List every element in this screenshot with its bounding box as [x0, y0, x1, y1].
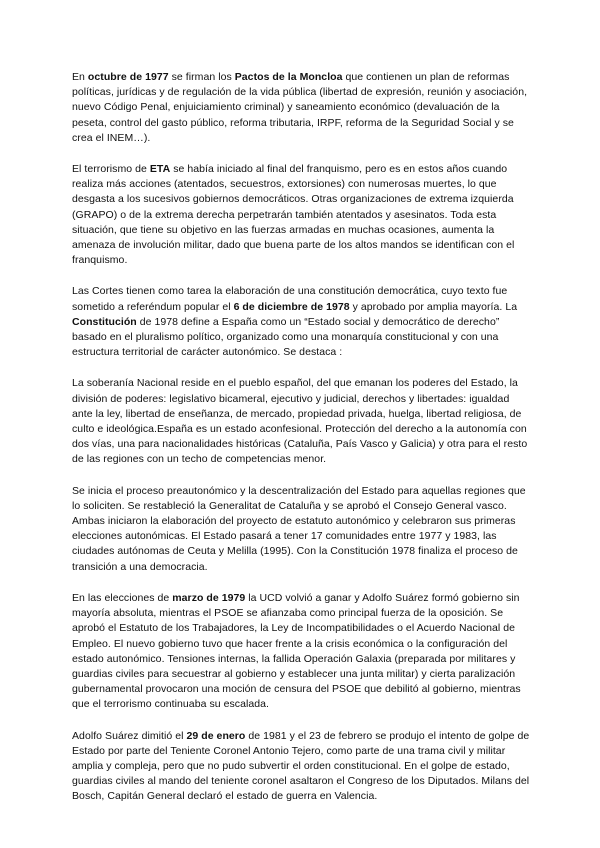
text: La soberanía Nacional reside en el pueblo español, del que emanan los poderes del Estado, la división de poderes: legislativo bicameral, ejecutivo y judicial, derechos y libertades: igualdad ante la ley, libertad de enseñanza, de mercado, propiedad privada, huelga, libertad religiosa, de culto e ideológica.España es un estado aconfesional. Protección del derecho a la autonomía con dos vías, una para nacionalidades históricas (Cataluña, País Vasco y Galicia) y otra para el resto de las regiones con un techo de competencias menor. — [72, 377, 528, 466]
paragraph-constitucion — [72, 284, 530, 360]
text: El terrorismo de — [72, 163, 150, 176]
bold-date: 29 de enero — [186, 729, 246, 742]
bold-term: Pactos de la Moncloa — [234, 71, 343, 83]
text: Se inicia el proceso preautonómico y la descentralización del Estado para aquellas regiones que lo soliciten. Se restableció la Generalitat de Cataluña y se aprobó el Consejo General vasco. Ambas iniciaron la elaboración del proyecto de estatuto autonómico y celebraron sus primeras elecciones autonómicas. El Estado pasará a tener 17 comunidades entre 1977 y 1983, las ciudades autónomas de Ceuta y Melilla (1995). Con la Constitución 1978 finaliza el proceso de transición a una democracia. — [72, 484, 526, 573]
text: En las elecciones de — [72, 591, 173, 604]
bold-date: marzo de 1979 — [172, 591, 246, 604]
text: que contienen un plan de reformas políticas, jurídicas y de regulación de la vida pública (libertad de expresión, reunión y asociación, nuevo Código Penal, enjuiciamiento criminal) y saneamiento económico (devaluación de la peseta, control del gasto público, reforma tributaria, IRPF, reforma de la Seguridad Social y se crea el INEM…). — [72, 71, 528, 144]
paragraph-golpe-estado — [72, 729, 530, 805]
paragraph-autonomias — [72, 484, 530, 575]
bold-term: ETA — [149, 163, 171, 176]
paragraph-soberania — [72, 376, 530, 467]
text: Adolfo Suárez dimitió el — [72, 729, 187, 742]
text: de 1978 define a España como un “Estado social y democrático de derecho” basado en el pluralismo político, organizado como una monarquía constitucional y con una estructura territorial de carácter autonómico. Se destaca : — [72, 315, 500, 359]
document-page — [72, 70, 530, 821]
text: se había iniciado al final del franquismo, pero es en estos años cuando realiza más acciones (atentados, secuestros, extorsiones) con numerosas muertes, lo que desgasta a los sucesivos gobiernos democráticos. Otras organizaciones de extrema izquierda (GRAPO) o de la extrema derecha perpetrarán también atentados y asesinatos. Toda esta situación, que tiene su objetivo en las fuerzas armadas en muchas ocasiones, aumenta la amenaza de involución militar, dado que buena parte de los altos mandos se identifican con el franquismo. — [72, 163, 515, 267]
text: la UCD volvió a ganar y Adolfo Suárez formó gobierno sin mayoría absoluta, mientras el PSOE se afianzaba como principal fuerza de la oposición. Se aprobó el Estatuto de los Trabajadores, la Ley de Incompatibilidades o el Acuerdo Nacional de Empleo. El nuevo gobierno tuvo que hacer frente a la crisis económica o la configuración del estado autonómico. Tensiones internas, la fallida Operación Galaxia (preparada por militares y guardias civiles para secuestrar al gobierno y establecer una junta militar) y cierta paralización gubernamental provocaron una moción de censura del PSOE que debilitó al gobierno, mientras que el terrorismo continuaba su escalada. — [72, 591, 521, 711]
bold-date: octubre de 1977 — [87, 71, 169, 83]
paragraph-pactos-moncloa — [72, 70, 530, 146]
paragraph-elecciones-1979 — [72, 591, 530, 713]
text: En — [72, 71, 88, 83]
bold-term: Constitución — [72, 315, 137, 328]
text: Las Cortes tienen como tarea la elaboración de una constitución democrática, cuyo texto fue sometido a referéndum popular el — [72, 285, 508, 313]
bold-date: 6 de diciembre de 1978 — [233, 300, 350, 313]
text: de 1981 y el 23 de febrero se produjo el intento de golpe de Estado por parte del Teniente Coronel Antonio Tejero, como parte de una trama civil y militar amplia y compleja, pero que no pudo subvertir el orden constitucional. En el golpe de estado, guardias civiles al mando del teniente coronel asaltaron el Congreso de los Diputados. Milans del Bosch, Capitán General declaró el estado de guerra en Valencia. — [72, 729, 530, 803]
text: se firman los — [168, 71, 235, 83]
paragraph-terrorismo — [72, 162, 530, 268]
text: y aprobado por amplia mayoría. La — [349, 300, 518, 313]
